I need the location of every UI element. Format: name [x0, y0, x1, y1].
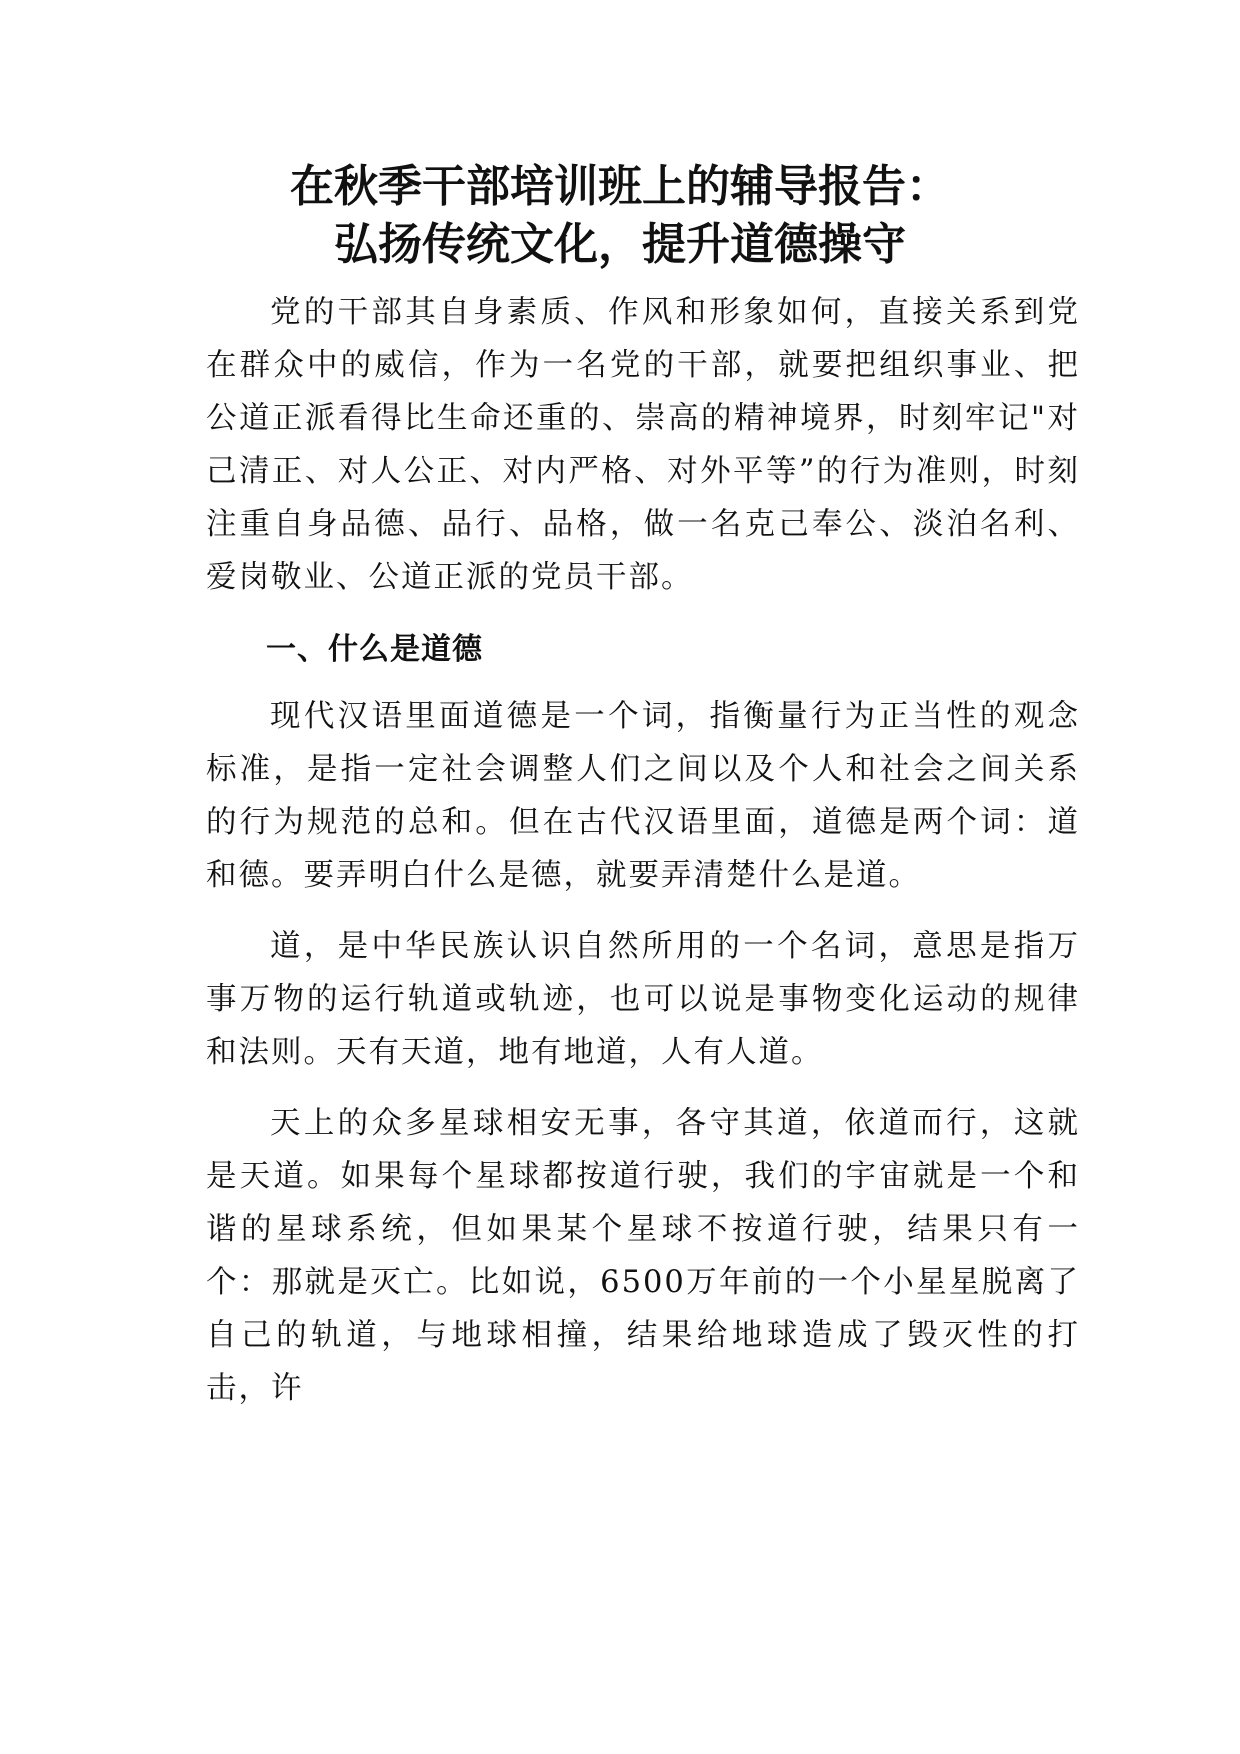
title-line-2: 弘扬传统文化，提升道德操守 — [334, 219, 906, 270]
intro-paragraph: 党的干部其自身素质、作风和形象如何，直接关系到党在群众中的威信，作为一名党的干部，就要把组织事业、把公道正派看得比生命还重的、崇高的精神境界，时刻牢记"对己清正、对人公正、对内严格、对外平等”的行为准则，时刻注重自身品德、品行、品格，做一名克己奉公、淡泊名利、爱岗敬业、公道正派的党员干部。 — [206, 295, 1080, 595]
document-title — [0, 158, 1240, 274]
body-paragraph: 现代汉语里面道德是一个词，指衡量行为正当性的观念标准，是指一定社会调整人们之间以及个人和社会之间关系的行为规范的总和。但在古代汉语里面，道德是两个词：道和德。要弄明白什么是德，就要弄清楚什么是道。 — [206, 699, 1080, 893]
title-line-1: 在秋季干部培训班上的辅导报告： — [290, 161, 950, 212]
body-paragraph: 天上的众多星球相安无事，各守其道，依道而行，这就是天道。如果每个星球都按道行驶，我们的宇宙就是一个和谐的星球系统，但如果某个星球不按道行驶，结果只有一个：那就是灭亡。比如说，6500万年前的一个小星星脱离了自己的轨道，与地球相撞，结果给地球造成了毁灭性的打击，许 — [206, 1106, 1080, 1406]
section-heading: 一、什么是道德 — [266, 632, 483, 667]
body-paragraph: 道，是中华民族认识自然所用的一个名词，意思是指万事万物的运行轨道或轨迹，也可以说是事物变化运动的规律和法则。天有天道，地有地道，人有人道。 — [206, 929, 1080, 1070]
document-body — [206, 286, 1080, 1433]
